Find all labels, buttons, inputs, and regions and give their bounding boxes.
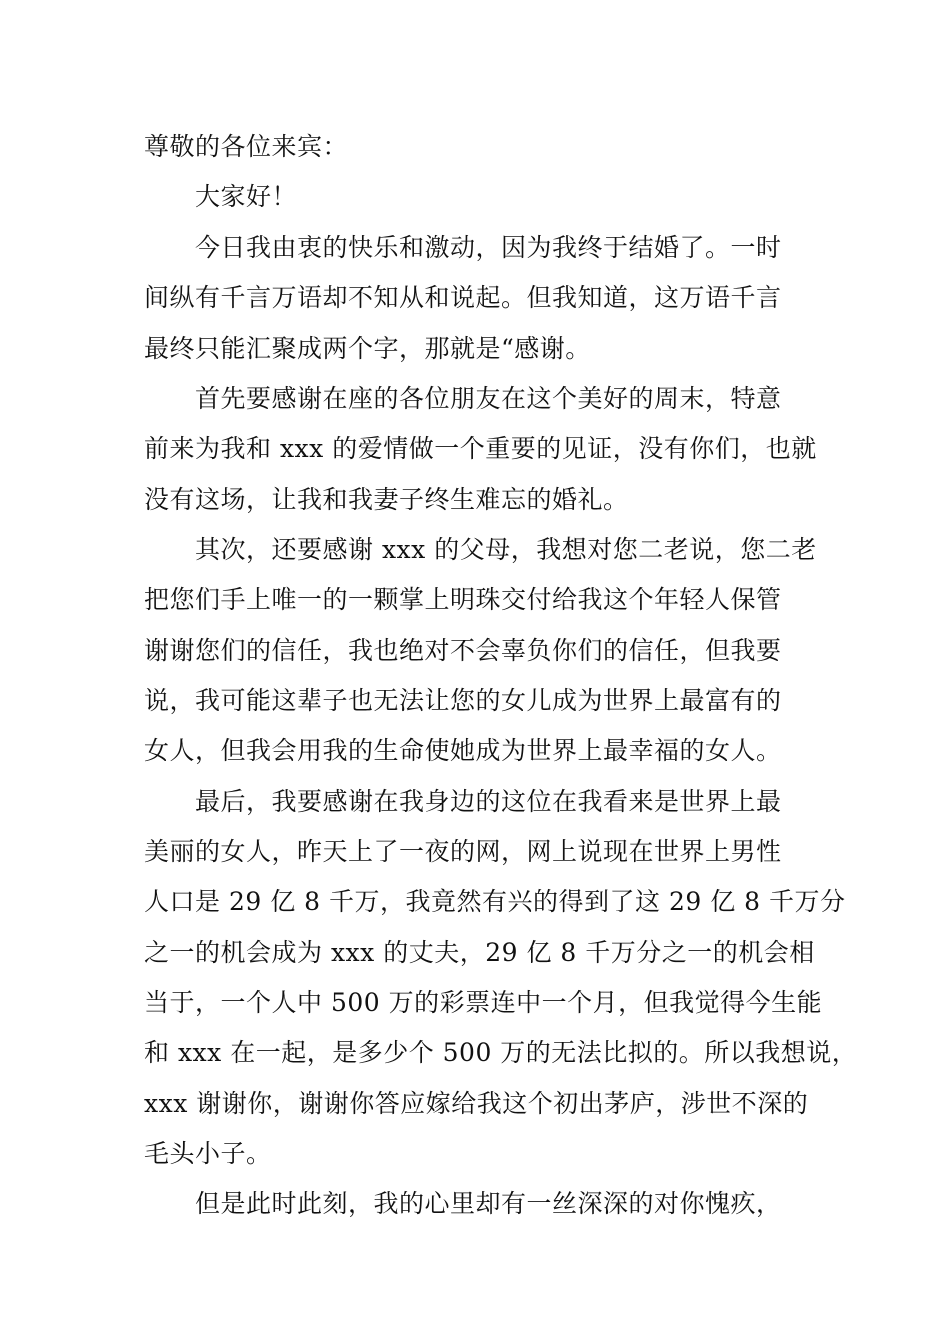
- paragraph-line: 没有这场，让我和我妻子终生难忘的婚礼。: [144, 485, 629, 514]
- paragraph-line: 最终只能汇聚成两个字，那就是“感谢。: [144, 334, 591, 363]
- salutation: 尊敬的各位来宾：: [144, 132, 349, 161]
- paragraph-line: 其次，还要感谢 xxx 的父母，我想对您二老说，您二老: [195, 535, 817, 564]
- paragraph-line: 前来为我和 xxx 的爱情做一个重要的见证，没有你们，也就: [144, 434, 817, 463]
- paragraph-line: 首先要感谢在座的各位朋友在这个美好的周末，特意: [195, 384, 782, 413]
- paragraph-line: 间纵有千言万语却不知从和说起。但我知道，这万语千言: [144, 283, 782, 312]
- greeting: 大家好！: [195, 182, 298, 211]
- paragraph-line: xxx 谢谢你，谢谢你答应嫁给我这个初出茅庐，涉世不深的: [144, 1089, 809, 1118]
- paragraph-line: 毛头小子。: [144, 1139, 272, 1168]
- paragraph-line: 最后，我要感谢在我身边的这位在我看来是世界上最: [195, 787, 782, 816]
- paragraph-line: 美丽的女人，昨天上了一夜的网，网上说现在世界上男性: [144, 837, 782, 866]
- paragraph-line: 女人，但我会用我的生命使她成为世界上最幸福的女人。: [144, 736, 782, 765]
- paragraph-line: 但是此时此刻，我的心里却有一丝深深的对你愧疚，: [195, 1189, 782, 1218]
- paragraph-line: 之一的机会成为 xxx 的丈夫，29 亿 8 千万分之一的机会相: [144, 938, 815, 967]
- paragraph-line: 说，我可能这辈子也无法让您的女儿成为世界上最富有的: [144, 686, 782, 715]
- paragraph-line: 把您们手上唯一的一颗掌上明珠交付给我这个年轻人保管: [144, 585, 782, 614]
- paragraph-line: 和 xxx 在一起，是多少个 500 万的无法比拟的。所以我想说，: [144, 1038, 858, 1067]
- paragraph-line: 人口是 29 亿 8 千万，我竟然有兴的得到了这 29 亿 8 千万分: [144, 887, 846, 916]
- paragraph-line: 今日我由衷的快乐和激动，因为我终于结婚了。一时: [195, 233, 782, 262]
- paragraph-line: 当于，一个人中 500 万的彩票连中一个月，但我觉得今生能: [144, 988, 823, 1017]
- paragraph-line: 谢谢您们的信任，我也绝对不会辜负你们的信任，但我要: [144, 636, 782, 665]
